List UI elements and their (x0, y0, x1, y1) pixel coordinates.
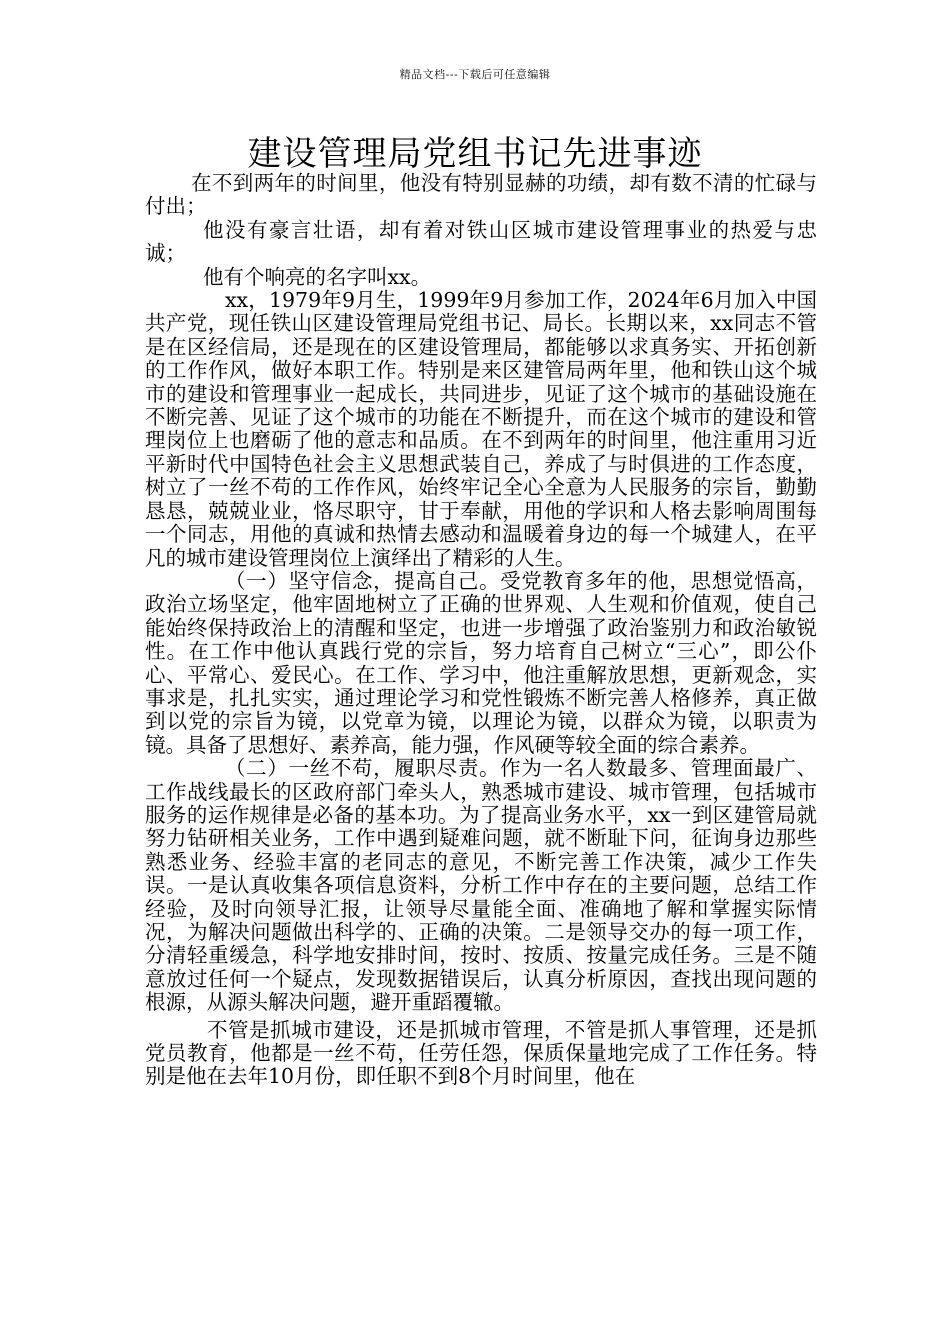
paragraph-1: 在不到两年的时间里，他没有特别显赫的功绩，却有数不清的忙碌与付出； (145, 171, 817, 219)
header-note: 精品文档---下载后可任意编辑 (399, 68, 551, 81)
paragraph-3: 他有个响亮的名字叫xx。 (203, 264, 432, 289)
paragraph-5: （一）坚守信念，提高自己。受党教育多年的他，思想觉悟高，政治立场坚定，他牢固地树立了正确的世界观、人生观和价值观，使自己能始终保持政治上的清醒和坚定，也进一步增强了政治鉴别力和政治敏锐性。在工作中他认真践行党的宗旨，努力培育自己树立“三心”，即公仆心、平常心、爱民心。在工作、学习中，他注重解放思想，更新观念，实事求是，扎扎实实，通过理论学习和党性锻炼不断完善人格修养，真正做到以党的宗旨为镜，以党章为镜，以理论为镜，以群众为镜，以职责为镜。具备了思想好、素养高，能力强，作风硬等较全面的综合素养。 (145, 568, 817, 757)
paragraph-2: 他没有豪言壮语，却有着对铁山区城市建设管理事业的热爱与忠诚； (145, 217, 817, 266)
document-title: 建设管理局党组书记先进事迹 (247, 134, 703, 174)
paragraph-6: （二）一丝不苟，履职尽责。作为一名人数最多、管理面最广、工作战线最长的区政府部门牵头人，熟悉城市建设、城市管理，包括城市服务的运作规律是必备的基本功。为了提高业务水平，xx一到区建管局就努力钻研相关业务，工作中遇到疑难问题，就不断耻下问，征询身边那些熟悉业务、经验丰富的老同志的意见，不断完善工作决策，减少工作失误。一是认真收集各项信息资料，分析工作中存在的主要问题，总结工作经验，及时向领导汇报，让领导尽量能全面、准确地了解和掌握实际情况，为解决问题做出科学的、正确的决策。二是领导交办的每一项工作，分清轻重缓急，科学地安排时间，按时、按质、按量完成任务。三是不随意放过任何一个疑点，发现数据错误后，认真分析原因，查找出现问题的根源，从源头解决问题，避开重蹈覆辙。 (145, 756, 817, 1015)
paragraph-4: xx，1979年9月生，1999年9月参加工作，2024年6月加入中国共产党，现任铁山区建设管理局党组书记、局长。长期以来，xx同志不管是在区经信局，还是现在的区建设管理局，都能够以求真务实、开拓创新的工作作风，做好本职工作。特别是来区建管局两年里，他和铁山这个城市的建设和管理事业一起成长，共同进步，见证了这个城市的基础设施在不断完善、见证了这个城市的功能在不断提升，而在这个城市的建设和管理岗位上也磨砺了他的意志和品质。在不到两年的时间里，他注重用习近平新时代中国特色社会主义思想武装自己，养成了与时俱进的工作态度，树立了一丝不苟的工作作风，始终牢记全心全意为人民服务的宗旨，勤勤恳恳，兢兢业业，恪尽职守，甘于奉献，用他的学识和人格去影响周围每一个同志，用他的真诚和热情去感动和温暖着身边的每一个城建人，在平凡的城市建设管理岗位上演绎出了精彩的人生。 (145, 288, 817, 570)
document-body (145, 172, 817, 1089)
paragraph-7: 不管是抓城市建设，还是抓城市管理，不管是抓人事管理，还是抓党员教育，他都是一丝不苟，任劳任怨，保质保量地完成了工作任务。特别是他在去年10月份，即任职不到8个月时间里，他在 (145, 1017, 817, 1089)
